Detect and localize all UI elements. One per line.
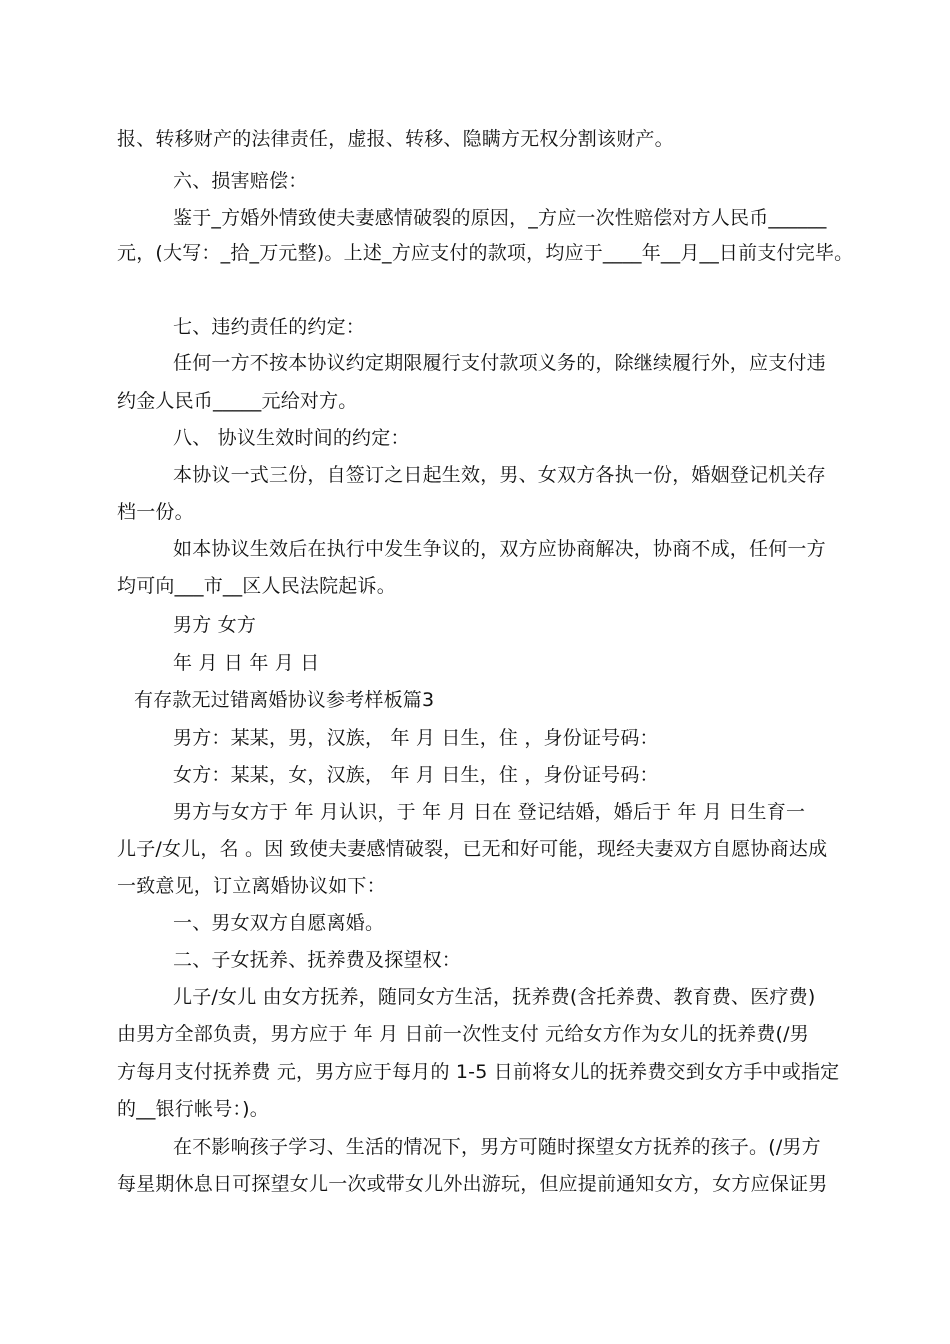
text-line: 约金人民币_____元给对方。 [117,390,358,412]
text-line: 女方：某某，女，汉族， 年 月 日生，住 ，身份证号码： [173,764,659,786]
text-line: 均可向___市__区人民法院起诉。 [117,575,396,597]
text-line: 元，(大写：_拾_万元整)。上述_方应支付的款项，均应于____年__月__日前支付完毕。 [117,242,854,264]
text-line: 儿子/女儿，名 。因 致使夫妻感情破裂，已无和好可能，现经夫妻双方自愿协商达成 [117,838,828,860]
section-heading-breach: 七、违约责任的约定： [173,316,366,338]
text-line: 任何一方不按本协议约定期限履行支付款项义务的，除继续履行外，应支付违 [173,352,826,374]
signature-parties: 男方 女方 [173,614,257,636]
text-line: 鉴于_方婚外情致使夫妻感情破裂的原因，_方应一次性赔偿对方人民币______ [173,207,827,229]
signature-dates: 年 月 日 年 月 日 [173,652,320,674]
section-heading-effective-time: 八、 协议生效时间的约定： [173,427,410,449]
section-heading-custody: 二、子女抚养、抚养费及探望权： [173,949,462,971]
text-line: 由男方全部负责，男方应于 年 月 日前一次性支付 元给女方作为女儿的抚养费(/男 [117,1023,809,1045]
text-line: 的__银行帐号：)。 [117,1098,269,1120]
document-title: 有存款无过错离婚协议参考样板篇3 [134,689,435,711]
section-heading-divorce: 一、男女双方自愿离婚。 [173,912,385,934]
text-line: 男方与女方于 年 月认识，于 年 月 日在 登记结婚，婚后于 年 月 日生育一 [173,801,806,823]
text-line: 如本协议生效后在执行中发生争议的，双方应协商解决，协商不成，任何一方 [173,538,826,560]
text-line: 报、转移财产的法律责任，虚报、转移、隐瞒方无权分割该财产。 [117,128,674,150]
text-line: 男方：某某，男，汉族， 年 月 日生，住 ，身份证号码： [173,727,659,749]
text-line: 在不影响孩子学习、生活的情况下，男方可随时探望女方抚养的孩子。(/男方 [173,1136,821,1158]
text-line: 方每月支付抚养费 元，男方应于每月的 1-5 日前将女儿的抚养费交到女方手中或指定 [117,1061,840,1083]
text-line: 档一份。 [117,501,194,523]
text-line: 儿子/女儿 由女方抚养，随同女方生活，抚养费(含托养费、教育费、医疗费) [173,986,816,1008]
text-line: 一致意见，订立离婚协议如下： [117,875,386,897]
text-line: 每星期休息日可探望女儿一次或带女儿外出游玩，但应提前通知女方，女方应保证男 [117,1173,828,1195]
text-line: 本协议一式三份，自签订之日起生效，男、女双方各执一份，婚姻登记机关存 [173,464,826,486]
section-heading-damages: 六、损害赔偿： [173,170,308,192]
